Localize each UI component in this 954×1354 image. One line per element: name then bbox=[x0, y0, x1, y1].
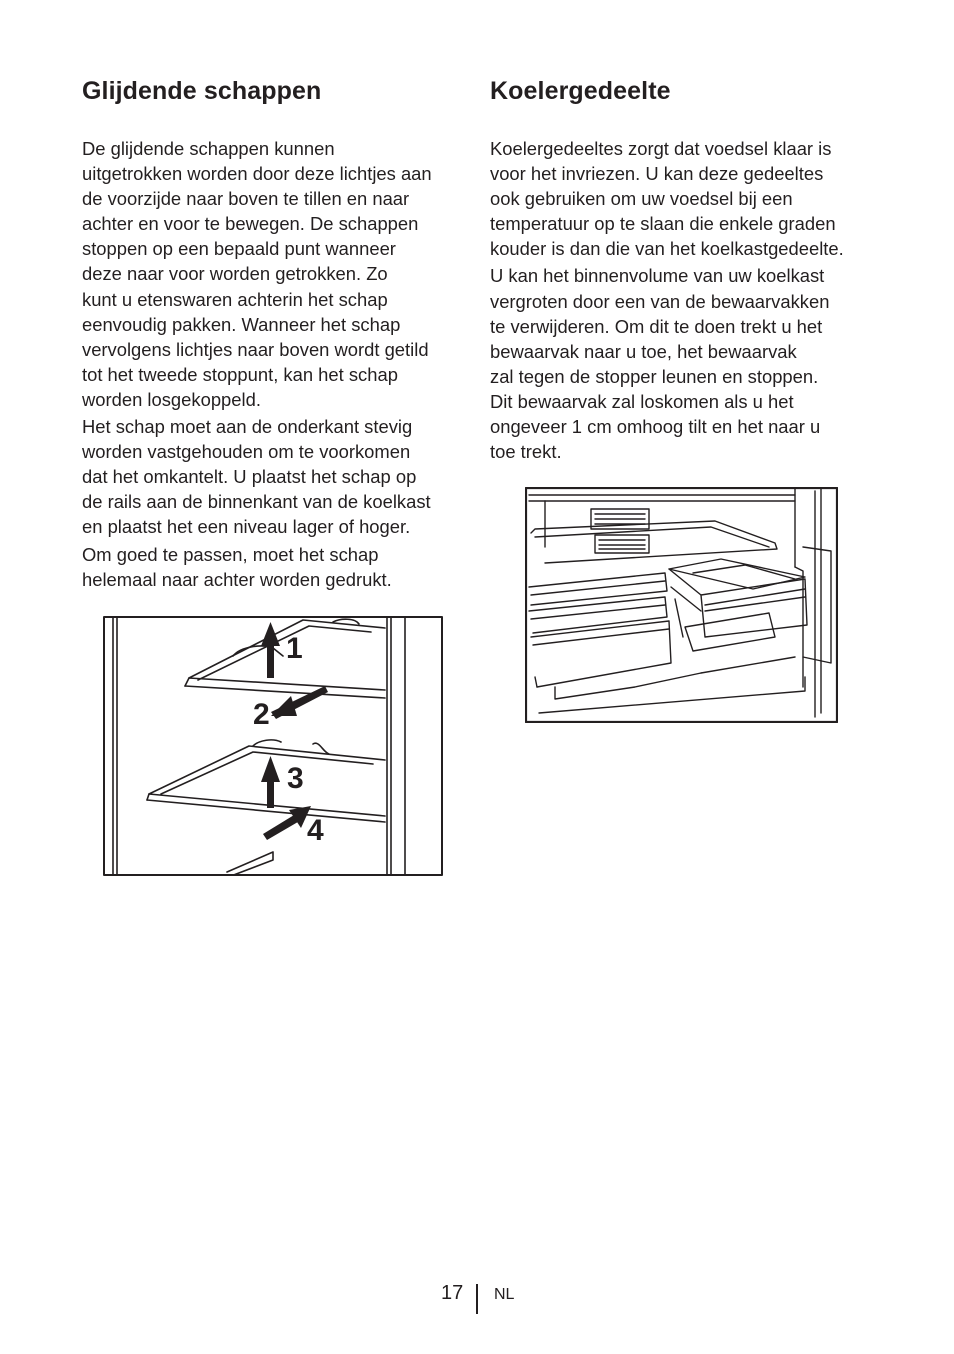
paragraph: Koelergedeeltes zorgt dat voedsel klaar is voor het invriezen. U kan deze gedeeltes ook gebruiken om uw voedsel bij een temperatuur op te slaan die enkele graden kouder is dan die van het koelkastgedeelte. bbox=[490, 138, 844, 260]
right-column bbox=[490, 72, 880, 464]
language-code: NL bbox=[494, 1286, 515, 1303]
paragraph: Om goed te passen, moet het schap helemaal naar achter worden gedrukt. bbox=[82, 543, 392, 590]
step-label-1: 1 bbox=[286, 632, 303, 665]
left-column bbox=[82, 72, 467, 592]
section-heading-glijdende-schappen: Glijdende schappen bbox=[82, 77, 322, 105]
step-label-3: 3 bbox=[287, 762, 304, 795]
page-footer bbox=[0, 1280, 954, 1320]
step-label-4: 4 bbox=[307, 814, 324, 847]
paragraph: U kan het binnenvolume van uw koelkast vergroten door een van de bewaarvakken te verwijderen. Om dit te doen trekt u het bewaarvak naar u toe, het bewaarvak zal tegen de stopper leunen en stoppen. Dit bewaarvak zal loskomen als u het ongeveer 1 cm omhoog tilt en het naar u toe trekt. bbox=[490, 265, 830, 463]
section-heading-koelergedeelte: Koelergedeelte bbox=[490, 77, 671, 105]
paragraph: De glijdende schappen kunnen uitgetrokken worden door deze lichtjes aan de voorzijde naar boven te tillen en naar achter en voor te bewegen. De schappen stoppen op een bepaald punt wanneer deze naar voor worden getrokken. Zo kunt u etenswaren achterin het schap eenvoudig pakken. Wanneer het schap vervolgens lichtjes naar boven wordt getild tot het tweede stoppunt, kan het schap worden losgekoppeld. bbox=[82, 138, 432, 410]
footer-divider bbox=[476, 1284, 478, 1314]
step-label-2: 2 bbox=[253, 698, 270, 731]
shelf-illustration bbox=[103, 616, 443, 876]
page-number: 17 bbox=[441, 1282, 464, 1304]
paragraph: Het schap moet aan de onderkant stevig worden vastgehouden om te voorkomen dat het omkantelt. U plaatst het schap op de rails aan de binnenkant van de koelkast en plaatst het een niveau lager of hoger. bbox=[82, 416, 431, 538]
chiller-drawer-illustration bbox=[525, 487, 838, 723]
